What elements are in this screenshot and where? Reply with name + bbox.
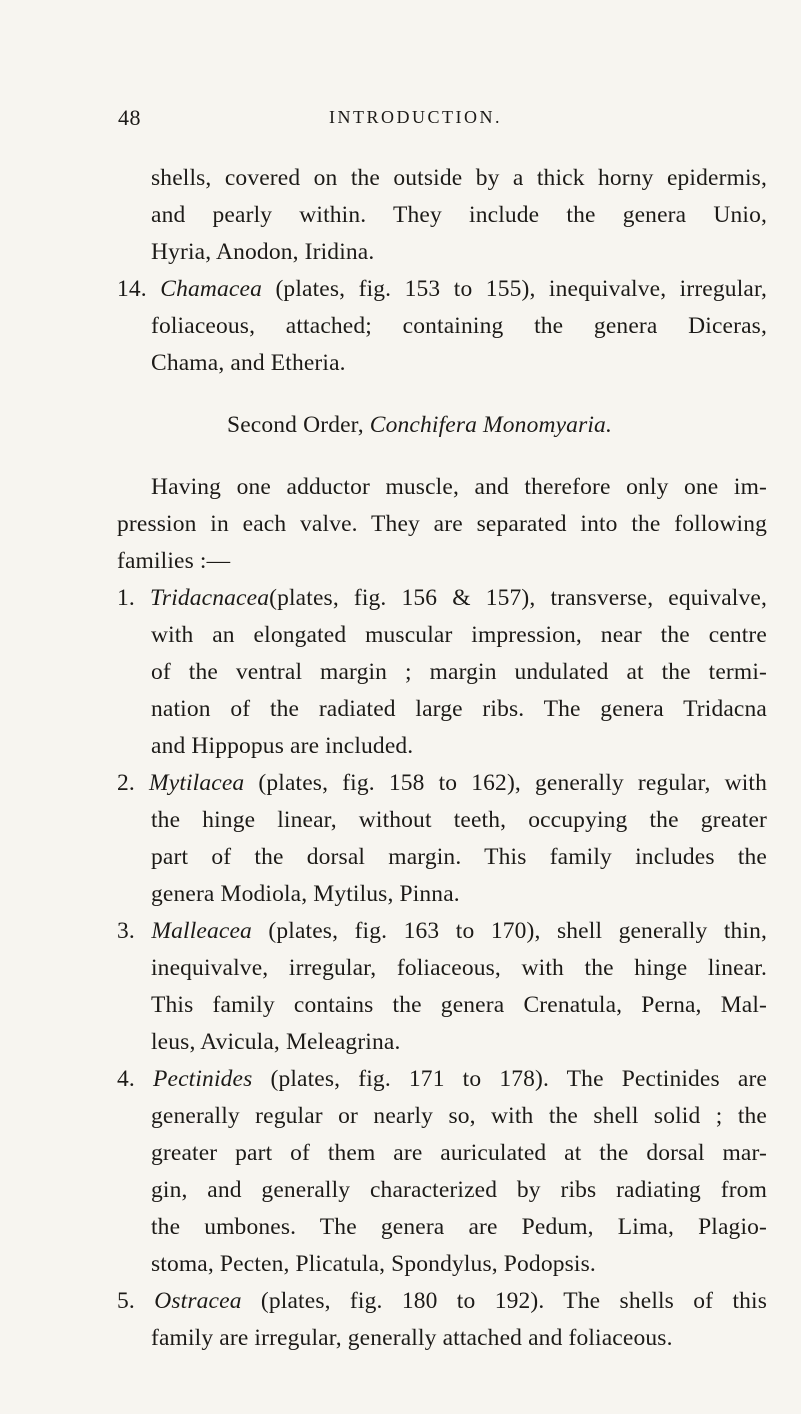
text-line: nation of the radiated large ribs. The genera Tridacna [151,696,767,722]
text-line: greater part of them are auriculated at the dorsal mar- [151,1140,767,1166]
text-line: family are irregular, generally attached and foliaceous. [151,1325,673,1351]
text-line: inequivalve, irregular, foliaceous, with the hinge linear. [151,955,767,981]
item-number: 2. [117,770,135,796]
text-line: shells, covered on the outside by a thick horny epidermis, [151,165,767,191]
list-item-first-line [117,274,767,304]
family-name: Pectinides [153,1066,253,1092]
list-item-first-line [117,1286,767,1316]
family-name: Tridacnacea [149,585,270,611]
text-line: genera Modiola, Mytilus, Pinna. [151,881,460,907]
running-head: INTRODUCTION. [329,107,502,127]
text-line: Having one adductor muscle, and therefore only one im- [151,474,767,500]
family-name: Mytilacea [149,770,245,796]
text-line: and Hippopus are included. [151,733,414,759]
text-line: families :— [117,548,231,574]
heading-title: Conchifera Monomyaria. [369,412,612,438]
item-number: 4. [117,1066,135,1092]
text-line: pression in each valve. They are separated into the following [117,511,767,537]
text-line: and pearly within. They include the genera Unio, [151,202,767,228]
text-line: the hinge linear, without teeth, occupying the greater [151,807,767,833]
item-text: (plates, fig. 163 to 170), shell generally thin, [268,918,767,944]
item-text: (plates, fig. 171 to 178). The Pectinides are [270,1066,768,1092]
list-item-first-line [117,1064,767,1094]
family-name: Ostracea [154,1288,242,1314]
heading-prefix: Second Order, [227,412,364,438]
text-line: stoma, Pecten, Plicatula, Spondylus, Podopsis. [151,1251,596,1277]
page-header [0,105,801,135]
text-line: gin, and generally characterized by ribs radiating from [151,1177,767,1203]
text-line: part of the dorsal margin. This family includes the [151,844,767,870]
item-number: 3. [117,918,135,944]
text-line: Hyria, Anodon, Iridina. [151,239,375,265]
list-item-first-line [117,916,767,946]
text-line: leus, Avicula, Meleagrina. [151,1029,401,1055]
text-line: the umbones. The genera are Pedum, Lima, Plagio- [151,1214,767,1240]
text-line: with an elongated muscular impression, near the centre [151,622,767,648]
text-line: of the ventral margin ; margin undulated at the termi- [151,659,767,685]
item-number: 1. [117,585,135,611]
item-text: (plates, fig. 156 & 157), transverse, equivalve, [269,585,767,611]
item-number: 5. [117,1288,135,1314]
list-item-first-line [117,768,767,798]
list-item-first-line [117,583,767,613]
section-heading [0,410,801,440]
text-line: generally regular or nearly so, with the shell solid ; the [151,1103,767,1129]
item-text: (plates, fig. 158 to 162), generally regular, with [258,770,768,796]
text-line: This family contains the genera Crenatula, Perna, Mal- [151,992,767,1018]
item-text: (plates, fig. 180 to 192). The shells of this [260,1288,768,1314]
item-text: (plates, fig. 153 to 155), inequivalve, irregular, [275,276,768,302]
text-line: Chama, and Etheria. [151,350,346,376]
family-name: Malleacea [151,918,252,944]
page-number: 48 [118,105,141,130]
text-line: foliaceous, attached; containing the genera Diceras, [151,313,767,339]
family-name: Chamacea [160,276,262,302]
item-number: 14. [117,276,147,302]
